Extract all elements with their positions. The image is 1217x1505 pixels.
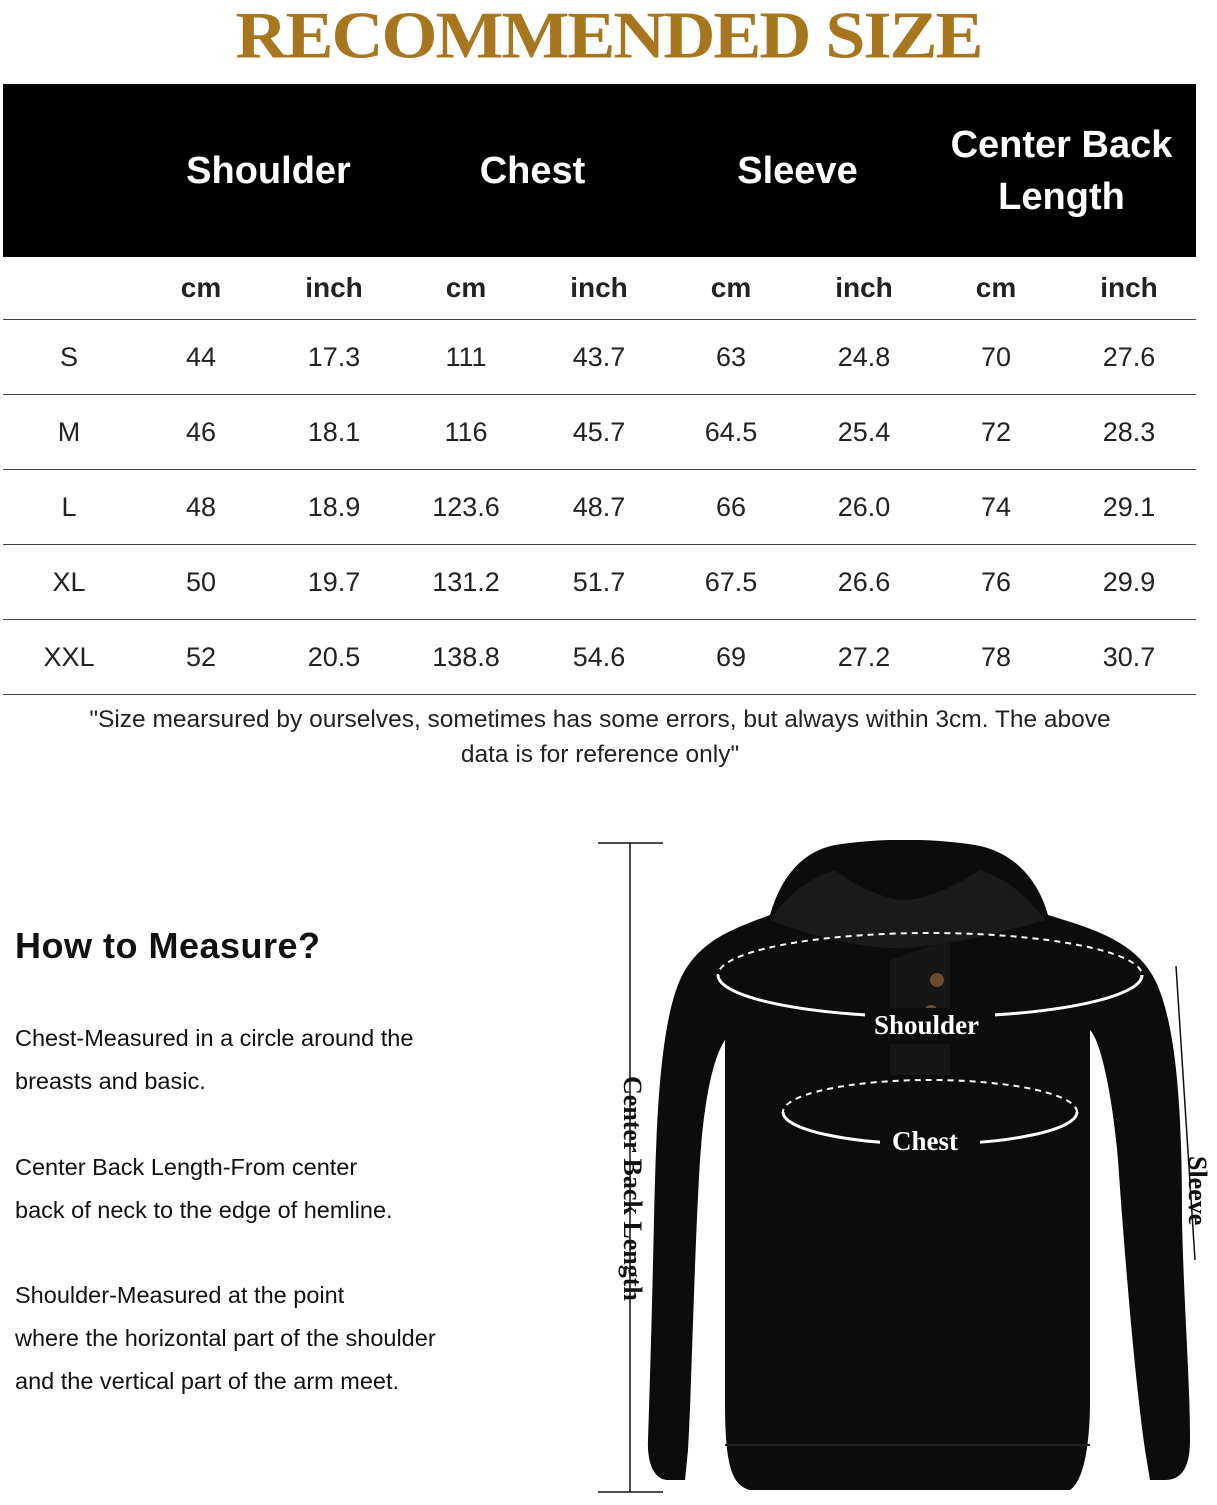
value-cell: 26.6 bbox=[837, 566, 891, 597]
shoulder-instruction bbox=[15, 1274, 575, 1403]
value-cell: 111 bbox=[445, 341, 487, 372]
value-cell: 26.0 bbox=[837, 491, 891, 522]
note-line-2: data is for reference only" bbox=[460, 741, 740, 768]
unit-cell: inch bbox=[305, 272, 363, 303]
button-top bbox=[930, 973, 944, 987]
value-cell: 63 bbox=[715, 341, 747, 372]
unit-cell: inch bbox=[835, 272, 893, 303]
page-title: RECOMMENDED SIZE bbox=[235, 0, 982, 73]
unit-cell: cm bbox=[445, 272, 487, 303]
value-cell: 69 bbox=[715, 641, 747, 672]
size-cell: M bbox=[57, 416, 81, 447]
value-cell: 50 bbox=[185, 566, 217, 597]
table-row bbox=[3, 545, 1196, 620]
shoulder-label: Shoulder bbox=[874, 1010, 980, 1040]
value-cell: 74 bbox=[980, 491, 1012, 522]
value-cell: 123.6 bbox=[432, 491, 500, 522]
sweater-figure bbox=[590, 840, 1217, 1505]
size-cell: XL bbox=[52, 566, 86, 597]
value-cell: 138.8 bbox=[432, 641, 500, 672]
value-cell: 30.7 bbox=[1102, 641, 1156, 672]
shoulder-line-1: Shoulder-Measured at the point bbox=[15, 1282, 345, 1308]
value-cell: 29.9 bbox=[1102, 566, 1156, 597]
value-cell: 51.7 bbox=[572, 566, 626, 597]
chest-line-1: Chest-Measured in a circle around the bbox=[15, 1025, 414, 1051]
note-line-1: "Size mearsured by ourselves, sometimes has some errors, but always within 3cm. The above bbox=[89, 706, 1111, 733]
chest-label: Chest bbox=[892, 1126, 958, 1156]
unit-cell: inch bbox=[1100, 272, 1158, 303]
value-cell: 52 bbox=[185, 641, 217, 672]
value-cell: 17.3 bbox=[307, 341, 361, 372]
value-cell: 48.7 bbox=[572, 491, 626, 522]
value-cell: 43.7 bbox=[572, 341, 626, 372]
how-to-measure-heading: How to Measure? bbox=[15, 925, 321, 966]
header-shoulder: Shoulder bbox=[186, 149, 351, 192]
value-cell: 27.2 bbox=[837, 641, 891, 672]
value-cell: 44 bbox=[185, 341, 217, 372]
header-center-back-length: Center Back Length bbox=[950, 123, 1173, 218]
unit-cell: cm bbox=[180, 272, 222, 303]
shoulder-line-2: where the horizontal part of the shoulder bbox=[15, 1325, 436, 1351]
value-cell: 131.2 bbox=[432, 566, 500, 597]
unit-cell: cm bbox=[710, 272, 752, 303]
size-cell: XXL bbox=[43, 641, 95, 672]
value-cell: 54.6 bbox=[572, 641, 626, 672]
table-row bbox=[3, 395, 1196, 470]
value-cell: 67.5 bbox=[704, 566, 758, 597]
size-cell: S bbox=[59, 341, 78, 372]
unit-cell: cm bbox=[975, 272, 1017, 303]
value-cell: 116 bbox=[444, 416, 488, 447]
table-row bbox=[3, 320, 1196, 395]
table-header bbox=[3, 84, 1196, 257]
unit-cell: inch bbox=[570, 272, 628, 303]
size-cell: L bbox=[61, 491, 77, 522]
measurement-note bbox=[0, 702, 1200, 772]
chest-line-2: breasts and basic. bbox=[15, 1068, 206, 1094]
header-chest: Chest bbox=[479, 149, 586, 192]
value-cell: 18.9 bbox=[307, 491, 361, 522]
table-body bbox=[3, 320, 1196, 695]
center-back-instruction bbox=[15, 1146, 575, 1232]
sweater-illustration bbox=[590, 840, 1217, 1500]
value-cell: 46 bbox=[185, 416, 217, 447]
placket bbox=[890, 940, 950, 1075]
value-cell: 48 bbox=[185, 491, 217, 522]
value-cell: 24.8 bbox=[837, 341, 891, 372]
value-cell: 70 bbox=[980, 341, 1012, 372]
value-cell: 29.1 bbox=[1102, 491, 1156, 522]
cbl-line-2: back of neck to the edge of hemline. bbox=[15, 1197, 393, 1223]
value-cell: 66 bbox=[715, 491, 747, 522]
header-sleeve: Sleeve bbox=[737, 149, 858, 192]
table-row bbox=[3, 470, 1196, 545]
value-cell: 18.1 bbox=[307, 416, 361, 447]
cbl-line-1: Center Back Length-From center bbox=[15, 1154, 358, 1180]
value-cell: 72 bbox=[980, 416, 1012, 447]
value-cell: 64.5 bbox=[704, 416, 758, 447]
value-cell: 78 bbox=[980, 641, 1012, 672]
value-cell: 25.4 bbox=[837, 416, 891, 447]
chest-instruction bbox=[15, 1017, 575, 1103]
value-cell: 19.7 bbox=[307, 566, 361, 597]
shoulder-line-3: and the vertical part of the arm meet. bbox=[15, 1368, 400, 1394]
value-cell: 20.5 bbox=[307, 641, 361, 672]
table-row bbox=[3, 620, 1196, 695]
sleeve-label: Sleeve bbox=[1183, 1156, 1212, 1226]
value-cell: 28.3 bbox=[1102, 416, 1156, 447]
size-table bbox=[3, 84, 1196, 695]
center-back-length-label: Center Back Length bbox=[618, 1076, 647, 1301]
value-cell: 76 bbox=[980, 566, 1012, 597]
value-cell: 45.7 bbox=[572, 416, 626, 447]
units-row bbox=[3, 257, 1196, 320]
value-cell: 27.6 bbox=[1102, 341, 1156, 372]
